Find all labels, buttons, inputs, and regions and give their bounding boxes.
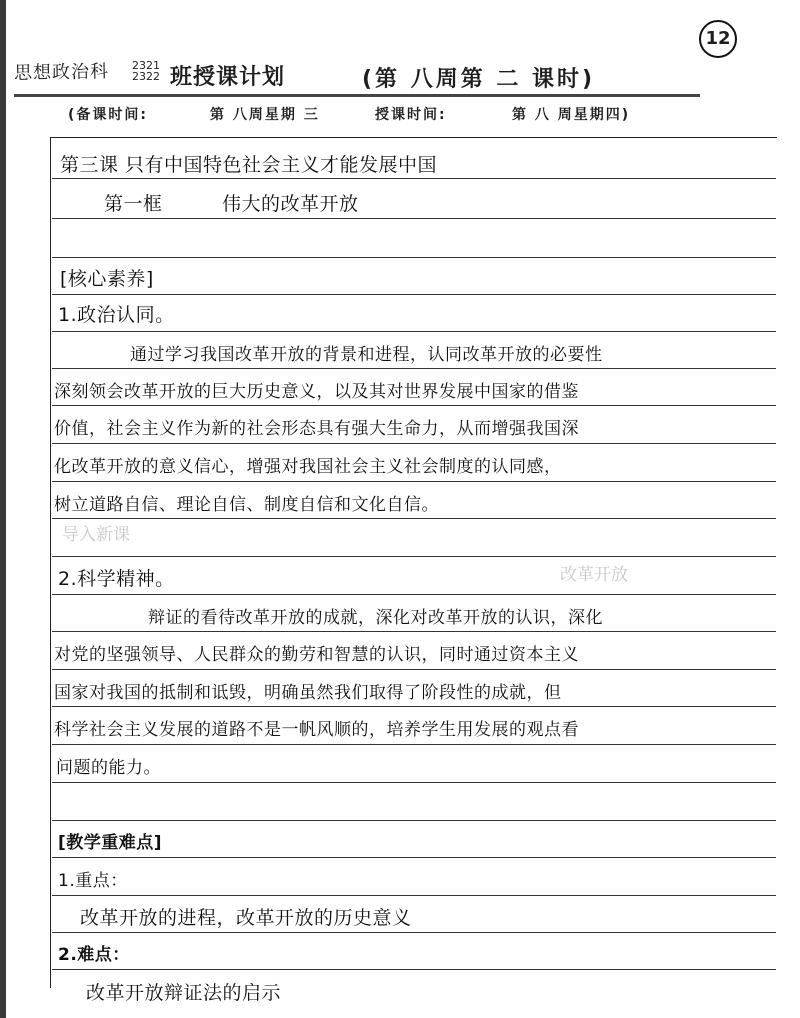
lesson-count: (第 八周第 二 课时) bbox=[362, 67, 596, 92]
teach-label: 授课时间: bbox=[375, 107, 447, 123]
prep-value: 第 八周星期 三 bbox=[210, 107, 320, 123]
difficulty-label: 2.难点： bbox=[58, 945, 130, 965]
class-mark-2: 2322 bbox=[132, 70, 160, 83]
teach-value: 第 八 周星期四) bbox=[512, 107, 631, 123]
rule-line bbox=[52, 782, 776, 783]
rule-line bbox=[52, 368, 776, 369]
rule-line bbox=[52, 857, 776, 858]
section-1-line: 深刻领会改革开放的巨大历史意义，以及其对世界发展中国家的借鉴 bbox=[54, 382, 579, 402]
rule-line bbox=[52, 518, 776, 519]
core-heading: [核心素养] bbox=[60, 268, 154, 290]
section-2-line: 辩证的看待改革开放的成就，深化对改革开放的认识，深化 bbox=[148, 608, 603, 628]
rule-line bbox=[52, 669, 776, 670]
ruled-grid bbox=[50, 137, 777, 988]
prep-label: (备课时间: bbox=[68, 107, 148, 123]
rule-line bbox=[52, 481, 776, 482]
section-1-line: 化改革开放的意义信心，增强对我国社会主义社会制度的认同感， bbox=[54, 457, 562, 477]
section-1-heading: 1.政治认同。 bbox=[58, 304, 175, 326]
rule-line bbox=[52, 631, 776, 632]
page-number: 12 bbox=[699, 20, 737, 58]
section-1-line: 价值，社会主义作为新的社会形态具有强大生命力，从而增强我国深 bbox=[54, 419, 579, 439]
rule-line bbox=[52, 744, 776, 745]
section-2-line: 问题的能力。 bbox=[56, 758, 161, 778]
rule-line bbox=[52, 443, 776, 444]
bleed-through-text: 改革开放 bbox=[560, 565, 628, 585]
section-2-line: 国家对我国的抵制和诋毁，明确虽然我们取得了阶段性的成就，但 bbox=[54, 683, 562, 703]
class-marks bbox=[132, 60, 160, 82]
binding-edge bbox=[0, 0, 6, 1018]
rule-line bbox=[52, 257, 776, 258]
class-mark-1: 2321 bbox=[132, 59, 160, 72]
rule-line bbox=[52, 405, 776, 406]
rule-line bbox=[52, 820, 776, 821]
frame-title: 伟大的改革开放 bbox=[222, 193, 359, 215]
lesson-title: 第三课 只有中国特色社会主义才能发展中国 bbox=[60, 154, 438, 176]
rule-line bbox=[52, 294, 776, 295]
rule-line bbox=[52, 969, 776, 970]
rule-line bbox=[52, 218, 776, 219]
key-point-content: 改革开放的进程，改革开放的历史意义 bbox=[80, 907, 412, 929]
header-rule bbox=[14, 94, 700, 97]
page-title: 班授课计划 bbox=[170, 65, 286, 90]
rule-line bbox=[52, 331, 776, 332]
subject-label: 思想政治科 bbox=[13, 61, 110, 84]
rule-line bbox=[52, 932, 776, 933]
rule-line bbox=[52, 178, 776, 179]
rule-line bbox=[52, 706, 776, 707]
section-2-line: 科学社会主义发展的道路不是一帆风顺的，培养学生用发展的观点看 bbox=[54, 720, 579, 740]
key-point-label: 1.重点： bbox=[58, 871, 128, 891]
rule-line bbox=[52, 895, 776, 896]
key-points-heading: [教学重难点] bbox=[58, 833, 163, 853]
rule-line bbox=[52, 594, 776, 595]
difficulty-content: 改革开放辩证法的启示 bbox=[86, 982, 282, 1004]
rule-line bbox=[52, 556, 776, 557]
section-2-line: 对党的坚强领导、人民群众的勤劳和智慧的认识，同时通过资本主义 bbox=[54, 645, 579, 665]
section-1-line: 树立道路自信、理论自信、制度自信和文化自信。 bbox=[54, 495, 439, 515]
frame-label: 第一框 bbox=[104, 193, 163, 215]
section-2-heading: 2.科学精神。 bbox=[58, 568, 175, 590]
bleed-through-text: 导入新课 bbox=[62, 525, 130, 545]
section-1-line: 通过学习我国改革开放的背景和进程，认同改革开放的必要性 bbox=[130, 345, 603, 365]
